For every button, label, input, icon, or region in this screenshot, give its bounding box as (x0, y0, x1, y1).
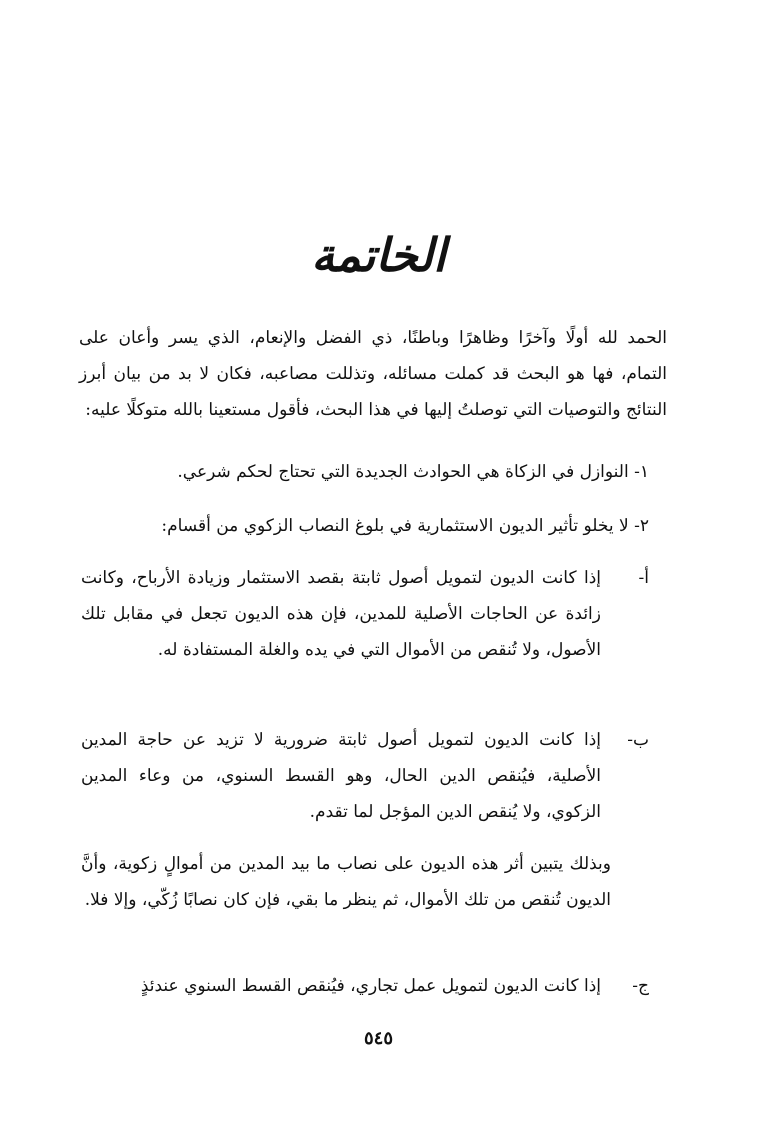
list-item-b (81, 722, 649, 830)
list-item-text: إذا كانت الديون لتمويل أصول ثابتة بقصد الاستثمار وزيادة الأرباح، وكانت زائدة عن الحاجات الأصلية للمدين، فإن هذه الديون تجعل في مقابل تلك الأصول، ولا تُنقص من الأموال التي في يده والغلة المستفادة له. (81, 568, 601, 660)
point-1: ١- النوازل في الزكاة هي الحوادث الجديدة التي تحتاج لحكم شرعي. (177, 462, 649, 482)
list-item-text: إذا كانت الديون لتمويل أصول ثابتة ضرورية لا تزيد عن حاجة المدين الأصلية، فيُنقص الدين الحال، وهو القسط السنوي، من وعاء المدين الزكوي، ولا يُنقص الدين المؤجل لما تقدم. (81, 730, 601, 822)
chapter-title: الخاتمة (311, 228, 446, 282)
intro-paragraph: الحمد لله أولًا وآخرًا وظاهرًا وباطنًا، ذي الفضل والإنعام، الذي يسر وأعان على التمام، فها هو البحث قد كملت مسائله، وتذللت مصاعبه، فكان لا بد من بيان أبرز النتائج والتوصيات التي توصلتُ إليها في هذا البحث، فأقول مستعينا بالله متوكلًا عليه: (79, 328, 667, 420)
point-2: ٢- لا يخلو تأثير الديون الاستثمارية في بلوغ النصاب الزكوي من أقسام: (161, 516, 649, 536)
conclusion-note: وبذلك يتبين أثر هذه الديون على نصاب ما بيد المدين من أموالٍ زكوية، وأنَّ الديون تُنقص من تلك الأموال، ثم ينظر ما بقي، فإن كان نصابًا زُكّي، وإلا فلا. (81, 854, 611, 910)
list-item-a (81, 560, 649, 668)
list-item-c (81, 968, 649, 1004)
list-marker: أ- (638, 568, 649, 588)
page-number: ٥٤٥ (363, 1028, 393, 1049)
list-marker: ب- (627, 730, 649, 750)
list-marker: ج- (632, 976, 649, 996)
list-item-text: إذا كانت الديون لتمويل عمل تجاري، فيُنقص القسط السنوي عندئذٍ (140, 976, 601, 996)
